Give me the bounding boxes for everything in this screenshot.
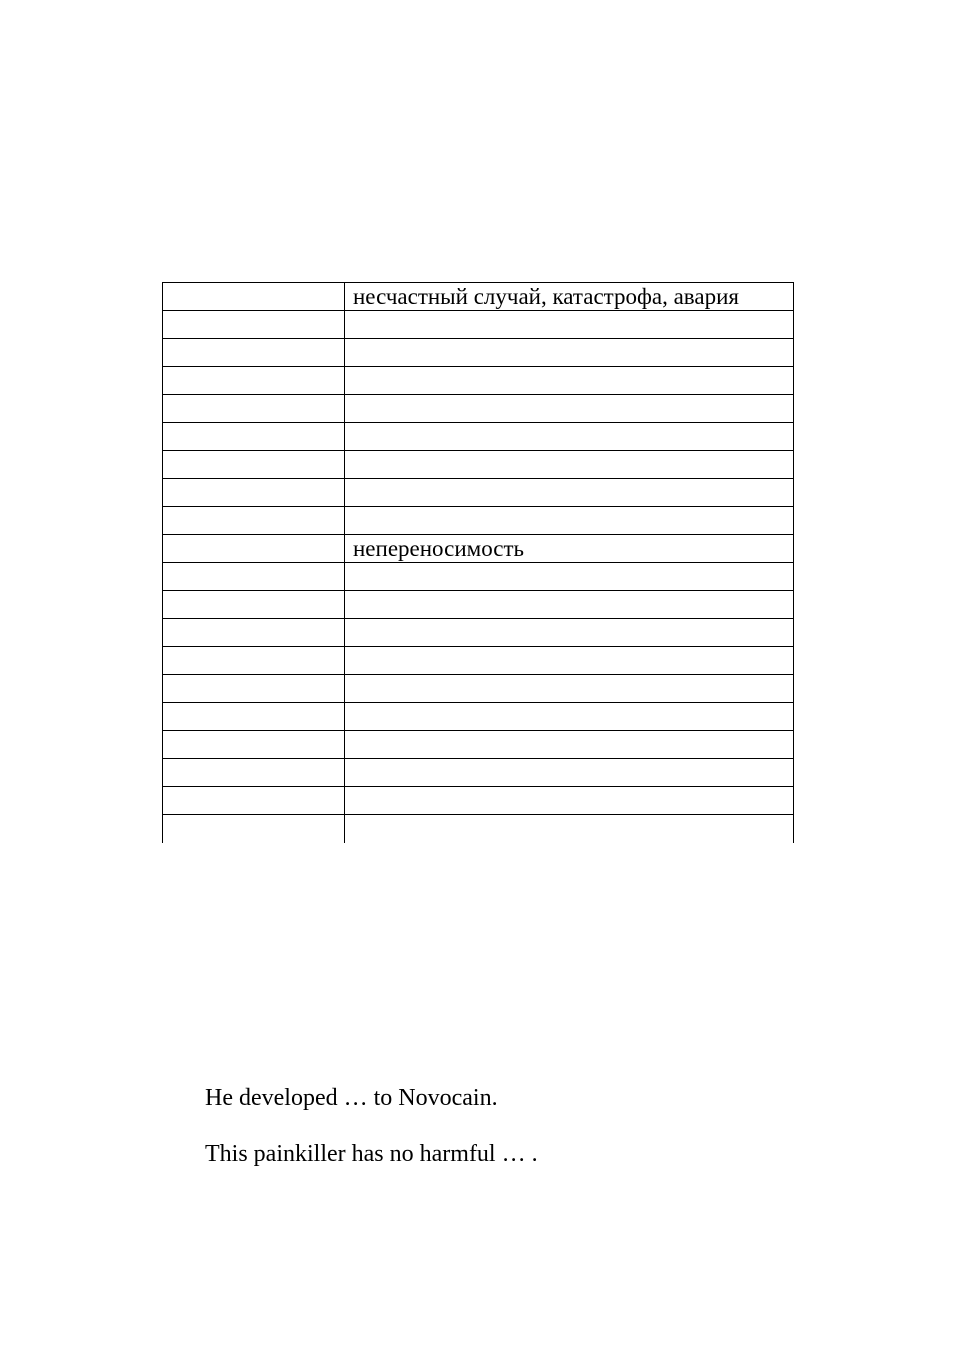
term-cell	[163, 535, 345, 563]
table-row	[163, 675, 794, 703]
term-cell	[163, 283, 345, 311]
table-row	[163, 311, 794, 339]
meaning-cell	[345, 815, 794, 843]
meaning-cell	[345, 423, 794, 451]
meaning-cell	[345, 787, 794, 815]
table-row	[163, 759, 794, 787]
table-row	[163, 703, 794, 731]
meaning-cell	[345, 339, 794, 367]
table-row	[163, 479, 794, 507]
term-cell	[163, 759, 345, 787]
table-row	[163, 367, 794, 395]
exercise-sentence-2: This painkiller has no harmful … .	[205, 1141, 538, 1167]
term-cell	[163, 507, 345, 535]
meaning-cell	[345, 675, 794, 703]
term-cell	[163, 339, 345, 367]
term-cell	[163, 395, 345, 423]
meaning-cell	[345, 563, 794, 591]
table-row	[163, 283, 794, 311]
meaning-cell	[345, 619, 794, 647]
vocabulary-table	[162, 282, 794, 843]
table-row	[163, 423, 794, 451]
table-row	[163, 507, 794, 535]
meaning-cell	[345, 507, 794, 535]
table-row	[163, 815, 794, 843]
term-cell	[163, 731, 345, 759]
exercise-sentence-1: He developed … to Novocain.	[205, 1085, 498, 1111]
meaning-cell	[345, 311, 794, 339]
term-cell	[163, 647, 345, 675]
meaning-cell	[345, 647, 794, 675]
term-cell	[163, 787, 345, 815]
table-row	[163, 619, 794, 647]
meaning-cell	[345, 759, 794, 787]
meaning-cell: непереносимость	[345, 535, 794, 563]
meaning-cell	[345, 395, 794, 423]
table-row	[163, 451, 794, 479]
table-row	[163, 731, 794, 759]
meaning-cell	[345, 731, 794, 759]
term-cell	[163, 703, 345, 731]
meaning-cell	[345, 591, 794, 619]
term-cell	[163, 563, 345, 591]
term-cell	[163, 815, 345, 843]
term-cell	[163, 311, 345, 339]
table-row	[163, 787, 794, 815]
meaning-cell	[345, 479, 794, 507]
table-row	[163, 563, 794, 591]
term-cell	[163, 675, 345, 703]
table-row	[163, 339, 794, 367]
table-row	[163, 591, 794, 619]
meaning-cell	[345, 367, 794, 395]
table-row	[163, 647, 794, 675]
table-row	[163, 535, 794, 563]
meaning-cell: несчастный случай, катастрофа, авария	[345, 283, 794, 311]
term-cell	[163, 591, 345, 619]
term-cell	[163, 423, 345, 451]
term-cell	[163, 619, 345, 647]
term-cell	[163, 451, 345, 479]
term-cell	[163, 479, 345, 507]
meaning-cell	[345, 451, 794, 479]
term-cell	[163, 367, 345, 395]
table-row	[163, 395, 794, 423]
meaning-cell	[345, 703, 794, 731]
